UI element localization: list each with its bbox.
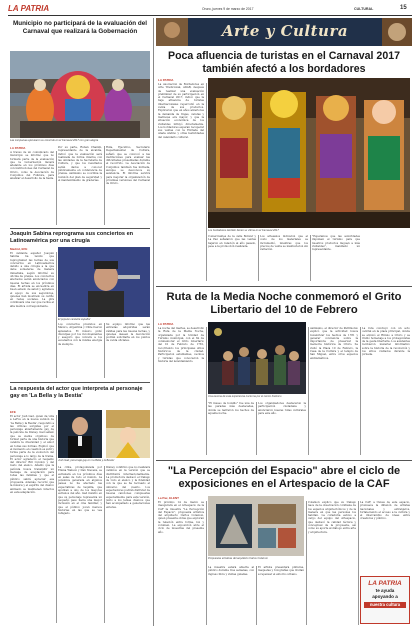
promo-logo: LA PATRIA	[368, 580, 402, 587]
body-ruta-d: Asimismo, el director de Patrimonio explicó que la actividad busca revalorizar los hechos de 1781 y generar conciencia sobre la importancia de preservar la memoria histórica de Oruro. Se visitó la Plaza 10 de Febrero, la Casa de la Cultura y el templo de San Miguel, entre otros espacios emblemáticos.	[310, 327, 358, 360]
kicker-turistas: LA PATRIA	[158, 78, 174, 82]
dateline: Oruro, jueves 9 de marzo de 2017	[202, 7, 254, 11]
body-turistas-d: "Esperamos que las autoridades impulsen el turismo para que nuestros productos lleguen a más visitantes", manifestó un representante.	[312, 235, 360, 252]
body-story2-c: Su equipo informó que las entradas adquiridas serán válidas para las nuevas fechas, y quienes deseen la devolución podrán solicitarla en los puntos de venta oficiales.	[106, 323, 150, 343]
caption-josh-gad: Josh Gad, personaje gay en 'La Bella y la Bestia'	[58, 459, 115, 462]
photo-ruta-noche	[208, 322, 306, 394]
body-percepcion-d: Colamon explicó que su trabajo nace de la observación cotidiana de los espacios arquitectónicos y de la manera en que las personas los habitan. La curaduría estuvo a cargo del equipo del Artespacio, que destacó la calidad técnica y conceptual de la propuesta, así como su aporte al diálogo entre arte y arquitectura.	[308, 501, 356, 534]
section-banner	[156, 18, 412, 46]
headline-bella-bestia: La respuesta del actor que interpreta al personaje gay en 'La Bella y la Bestia'	[10, 386, 143, 399]
section-label: CULTURAL	[354, 7, 374, 11]
body-ruta-b: "El museo de bolsillo" fue una de las paradas más destacadas, donde se narraron los hechos de aquella noche.	[208, 402, 254, 415]
body-story2-a: El cantante español Joaquín Sabina ha tenido que reprogramar las fechas de sus conciertos en Latinoamérica debido a una cirugía a la que debe someterse de manera inmediata, según informó su oficina de prensa. Los conciertos afectados serán anunciados con nuevas fechas en los próximos días. El artista se encuentra en buen estado de salud y agradece el apoyo de sus seguidores, quienes han mostrado su cariño en redes sociales. La gira continuará una vez que reciba el alta médica correspondiente.	[10, 252, 54, 308]
photo-josh-gad	[58, 410, 102, 458]
caption-sabina: El popular cantante español	[58, 318, 91, 321]
promo-box	[360, 576, 410, 624]
logo: LA PATRIA	[8, 4, 50, 13]
body-story1-b: Por su parte, Rubén Chambi, representante de la alcaldía, indicó que la evaluación será realizada de forma interna con las unidades de la Secretaría de Cultura, y que los resultados serán dados a conocer públicamente en conferencia de prensa. Asimismo se coordina la revisión del plan de seguridad y el mantenimiento de graderías.	[58, 146, 102, 182]
photo-bella-bestia	[106, 410, 150, 458]
section-banner-title: Arte y Cultura	[221, 22, 349, 40]
photo-sabina	[58, 247, 150, 317]
body-story3-a: El actor Josh Gad, quien da vida a LeFou en la nueva versión de 'La Bella y la Bestia', respondió a las críticas surgidas por el personaje abiertamente gay de la película de Disney. Gad señaló que se siente orgulloso de formar parte de una historia que celebra la diversidad y el amor en todas sus formas. Explicó que el momento en cuestión es sutil y forma parte de la evolución del personaje a lo largo de la trama. El actor agradeció el respaldo del director Bill Condon y del resto del elenco. Añadió que la película busca transmitir un mensaje de aceptación para todas las familias y que el público sabrá apreciar esa propuesta. Además, recordó que la música y el espíritu del clásico animado se mantienen intactos en esta adaptación.	[10, 415, 54, 494]
masthead	[8, 4, 412, 15]
photo-carnaval-dancers	[10, 51, 150, 138]
caption-ruta-noche: Una escena de esta experiencia nocturna por el centro histórico	[208, 395, 282, 398]
kicker-story3: EFE	[10, 410, 16, 414]
page-number: 15	[400, 5, 407, 11]
headline-ruta-noche: Ruta de la Media Noche conmemoró el Grito Libertario del 10 de Febrero	[166, 291, 402, 317]
body-turistas-c: Los artesanos indicaron que el costo de los materiales se incrementó, mientras que los precios de venta se mantuvieron sin variación.	[260, 235, 308, 252]
body-ruta-e: La ruta concluyó con un acto central en la plaza principal, donde se entonó el Himno a Oruro y se rindió homenaje a los protagonistas de la gesta libertaria. Los asistentes recibieron material informativo sobre la historia de la revolución y los sitios visitados durante la jornada.	[362, 327, 410, 357]
body-ruta-a: La noche del martes, se desarrolló la Ruta de la Media Noche, organizada por la Unidad de Turismo municipal, con el fin de conmemorar el Grito Libertario del 10 de Febrero de 1781, recorriendo los principales sitios históricos de la ciudad. Participaron estudiantes, vecinos y turistas que conocieron la historia del levantamiento.	[158, 327, 204, 363]
body-percepcion-b: La muestra estará abierta al público durante tres semanas, con ingreso libre y visitas guiadas.	[208, 566, 254, 576]
caption-bordadores: Los bordadores también tienen su vitrina en el Carnaval 2017	[208, 229, 279, 232]
body-turistas-b: Comerciantes de la calle Bolívar y La Paz señalaron que las ventas bajaron en relación al año pasado, pese a la promoción realizada.	[208, 235, 256, 248]
body-percepcion-c: El artista presentará pinturas, maquetas y fotografías que invitan a repensar el entorno urbano.	[258, 566, 304, 576]
body-percepcion-e: La CAF, a través de este espacio, promueve la difusión de artistas nacionales y extranjeros, fortaleciendo el acceso a la cultura y el intercambio de ideas entre creadores y público.	[360, 501, 410, 521]
kicker-percepcion: La Paz, ELENT	[158, 496, 180, 500]
story2-block	[10, 247, 150, 379]
body-story1-a: A través de un comunicado del municipio se informó que no formará parte de la evaluación que la Gobernación llevará adelante en los próximos días con instituciones del Carnaval de Oruro, como la Asociación de Conjuntos del Folklore, para analizar el desarrollo de la fiesta.	[10, 151, 54, 181]
promo-line3: apoyando a	[372, 594, 398, 599]
caption-carnaval-dancers: Las comparsas ejecutaron su recorrido en el Carnaval 2017 con gran alegría	[10, 139, 99, 142]
story-ruta-noche	[158, 322, 410, 457]
kicker-story1: LA PATRIA	[10, 146, 26, 150]
story3-block	[10, 410, 150, 625]
headline-municipio: Municipio no participará de la evaluación del Carnaval que realizará la Gobernación	[12, 20, 147, 35]
photo-bordadores	[208, 78, 410, 228]
body-turistas-a: La Asociación de Bordadores en Arte Tradicional, ADAB, después de realizar una evaluación preliminar de su participación en el Carnaval 2017, indicó que la baja afluencia de turistas internacionales repercutió en la venta de sus productos. Explicaron que en años anteriores la demanda de trajes, caretas y matracas era mayor, y que la situación económica de los visitantes influyó directamente. Los bordadores esperan recuperar sus ventas con la Entrada del Anata Andino y otras festividades del calendario cultural.	[158, 83, 204, 139]
kicker-story2: Madrid, EFE	[10, 247, 28, 251]
body-percepcion-a: El próximo 14 de marzo se inaugurará en el Artespacio de la CAF la muestra "La Percepción del Espacio", propuesta artística del arquitecto Carlos Colamon, quien presenta obras que exploran la relación entre forma, luz y volumen. La exposición abre el ciclo de muestras del presente año.	[158, 501, 204, 534]
headline-percepcion: "La Percepción del Espacio" abre el ciclo de exposiciones en el Artespacio de la CAF	[167, 465, 401, 491]
body-story1-c: Ruta, Ejecutivo, Secretario Departamental de Cultura, señaló que se convocó a las instituciones para evaluar las dificultades presentadas durante el recorrido. La Asociación de Conjuntos también fue invitada, aunque se desconoce su asistencia. El informe servirá para mejorar la organización de próximas versiones del Carnaval de Oruro.	[106, 146, 150, 186]
headline-turistas: Poca afluencia de turistas en el Carnaval 2017 también afectó a los bordadores	[168, 50, 400, 75]
body-ruta-c: Los organizadores destacaron la participación ciudadana y anunciaron nuevas rutas culturales para este año.	[258, 402, 306, 415]
headline-sabina: Joaquín Sabina reprograma sus conciertos en Latinoamérica por una cirugía	[10, 231, 134, 244]
masthead-rule	[8, 15, 412, 16]
story-turistas	[158, 78, 410, 283]
caption-percepcion: Propuestas artísticas del arquitecto Carlos Colamon	[208, 557, 268, 560]
kicker-ruta-noche: LA PATRIA	[158, 322, 174, 326]
story1-columns	[10, 146, 150, 226]
body-story3-c: Disney confirmó que no realizará cambios en la versión que se distribuirá internacionalmente. La productora destacó el trabajo de todo el elenco y la fidelidad con la que se ha recreado el universo del cuento. Los espectadores podrán disfrutar de nuevas canciones compuestas especialmente para esta versión, junto a los temas clásicos que han acompañado a generaciones enteras.	[106, 466, 150, 509]
body-story3-b: La cinta, protagonizada por Emma Watson y Dan Stevens, se estrenará en los próximos días en salas de todo el mundo. La polémica generada en algunos países no ha afectado las expectativas de taquilla, que apuntan a uno de los mayores estrenos del año. Gad insistió en que su personaje representa un pequeño paso hacia una mayor inclusión en el cine familiar, y que el público joven merece historias en las que se vea reflejado.	[58, 466, 102, 516]
story-percepcion	[158, 496, 410, 626]
photo-percepcion	[208, 496, 304, 556]
promo-line2: te ayuda	[375, 588, 395, 593]
promo-line4: nuestra cultura	[364, 602, 406, 608]
body-story2-b: Los conciertos previstos en México, Argentina y Chile fueron aplazados. El músico pidió disculpas por los inconvenientes y aseguró que volverá a los escenarios con la misma energía de siempre.	[58, 323, 102, 346]
